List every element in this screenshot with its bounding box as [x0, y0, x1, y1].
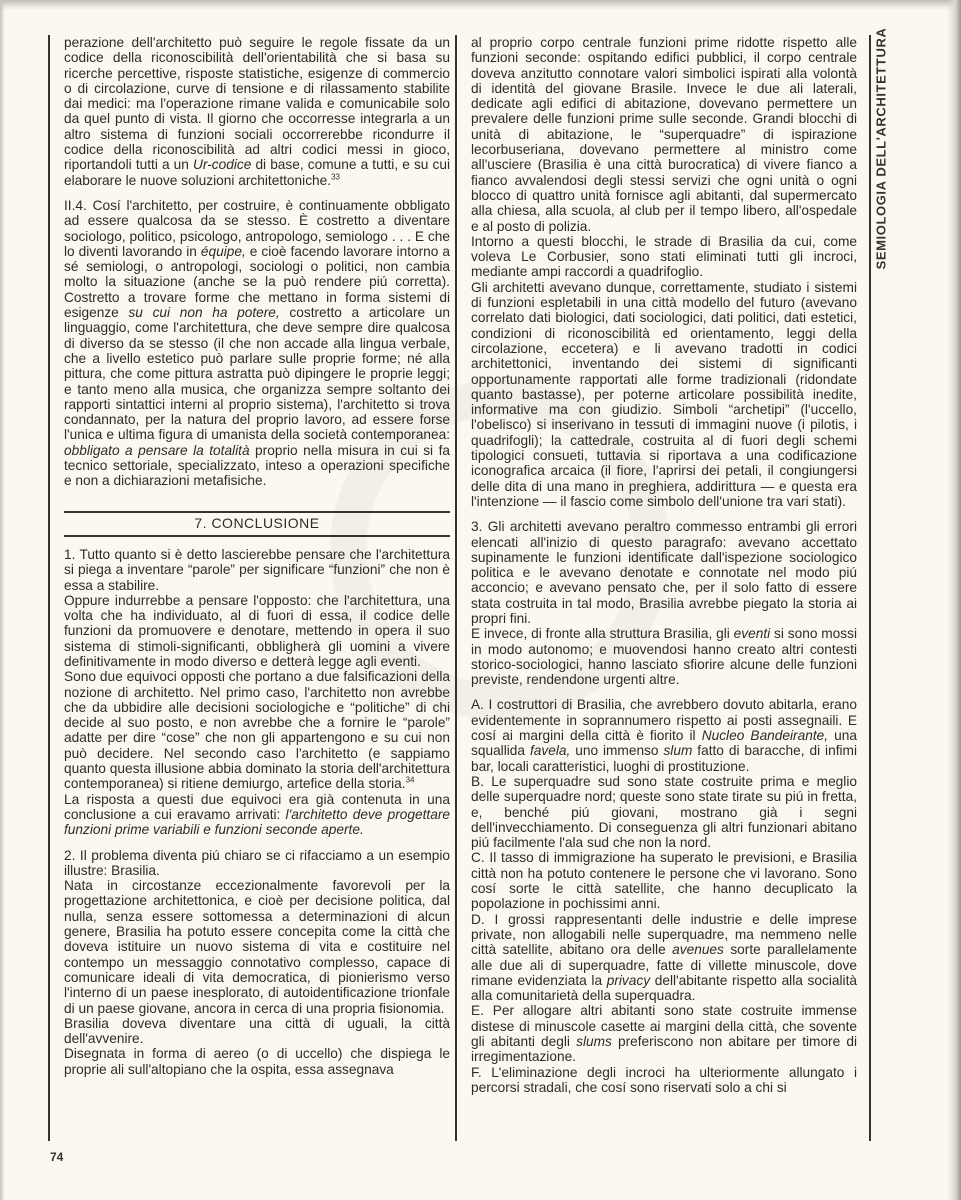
paragraph: Gli architetti avevano dunque, correttamente, studiato i sistemi di funzioni espletabili in una città modello del futuro (avevano correlato dati biologici, dati sociologici, dati politici, dati estetici, condizioni di riconoscibilità ed orientamento, leggi della circolazione, eccetera) e li avevano tradotti in codici architettonici, inventando dei sistemi di significanti opportunamente rapportati alle forme tradizionali (ridondate quanto bastasse), per poterne articolare possibilità inedite, informative ma con giudizio. Simboli “archetipi” (l'uccello, l'obelisco) si inserivano in tessuti di immagini nuove (i pilotis, i quadrifogli); la cattedrale, costruita al di fuori degli schemi tipologici consueti, tuttavia si riportava a una codificazione iconografica arcaica (il fiore, l'aprirsi dei petali, il congiungersi delle dita di una mano in preghiera, addirittura — e questa era l'intenzione — il fascio come simbolo dell'unione tra vari stati).: [471, 279, 857, 509]
paragraph: Brasilia doveva diventare una città di uguali, la città dell'avvenire.: [64, 1015, 450, 1047]
paragraph: Intorno a questi blocchi, le strade di Brasilia da cui, come voleva Le Corbusier, sono stati eliminati tutti gli incroci, mediante ampi raccordi a quadrifoglio.: [471, 233, 857, 280]
paragraph: La risposta a questi due equivoci era già contenuta in una conclusione a cui eravamo arrivati: l'architetto deve progettare funzioni prime variabili e funzioni seconde aperte.: [64, 791, 450, 838]
paragraph: Disegnata in forma di aereo (o di uccello) che dispiega le proprie ali sull'altopiano che la ospita, essa assegnava: [64, 1046, 450, 1077]
page-number: 74: [50, 1150, 64, 1164]
paragraph: Nata in circostanze eccezionalmente favorevoli per la progettazione architettonica, e cioè per decisione politica, dal nulla, senza essere sottomessa a determinazioni di alcun genere, Brasilia ha potuto essere concepita come la città che doveva istituire un nuovo sistema di vita e costituire nel contempo un messaggio connotativo complesso, capace di comunicare ideali di vita democratica, di pionierismo verso l'interno di un paese inesplorato, di autoidentificazione trionfale di un paese giovane, ancora in cerca di una propria fisionomia.: [64, 878, 450, 1016]
paragraph: A. I costruttori di Brasilia, che avrebbero dovuto abitarla, erano evidentemente in soprannumero rispetto ai posti assegnaili. E cosí ai margini della città è fiorito il Nucleo Bandeirante, una squallida favela, uno immenso slum fatto di baracche, di infimi bar, locali caratteristici, luoghi di prostituzione.: [471, 697, 858, 774]
paragraph: al proprio corpo centrale funzioni prime ridotte rispetto alle funzioni seconde: ospitando edifici pubblici, il corpo centrale doveva anzitutto connotare valori simbolici ispirati alla volontà di identità del giovane Brasile. Invece le due ali laterali, dedicate agli edifici di abitazione, dovevano permettere un prevalere delle funzioni prime sulle seconde. Grandi blocchi di unità di abitazione, le “superquadre” di ispirazione lecorbuseriana, dovevano permettere al ministro come all'usciere (Brasilia è una città burocratica) di vivere fianco a fianco avvalendosi degli stessi servizi che ogni unità o ogni blocco di quattro unità fornisce agli abitanti, dal supermercato alla chiesa, alla scuola, al club per il tempo libero, all'ospedale e al posto di polizia.: [471, 35, 857, 234]
paragraph: B. Le superquadre sud sono state costruite prima e meglio delle superquadre nord; queste sono state tirate su piú in fretta, e, benché piú giovani, mostrano già i segni dell'invecchiamento. Di conseguenza gli altri funzionari abitano piú facilmente l'ala sud che non la nord.: [471, 773, 857, 851]
paragraph: C. Il tasso di immigrazione ha superato le previsioni, e Brasilia città non ha potuto contenere le persone che vi lavorano. Sono cosí sorte le città satellite, che hanno decuplicato la popolazione in pochissimi anni.: [471, 850, 857, 912]
page-edge-left: [0, 0, 5, 1200]
footnote-ref: 34: [405, 775, 415, 785]
paragraph: E invece, di fronte alla struttura Brasilia, gli eventi si sono mossi in modo autonomo; e muovendosi hanno creato altri contesti storico-sociologici, hanno lasciato sfiorire alcune delle funzioni previste, rendendone urgenti altre.: [471, 626, 857, 688]
page-edge-right: [947, 0, 961, 1200]
paragraph: 2. Il problema diventa piú chiaro se ci rifacciamo a un esempio illustre: Brasilia.: [64, 847, 450, 878]
section-heading: 7. CONCLUSIONE: [64, 511, 450, 537]
paragraph: E. Per allogare altri abitanti sono state costruite immense distese di minuscole casette ai margini della città, che sovente gli abitanti degli slums preferiscono non abitare per timore di irregimentazione.: [471, 1003, 857, 1065]
left-column: [48, 35, 450, 1141]
paragraph: perazione dell'architetto può seguire le regole fissate da un codice della riconoscibilità dell'orientabilità che si basa su ricerche percettive, risposte statistiche, esigenze di commercio o di circolazione, curve di tensione e di rilassamento stabilite dai medici: ma l'operazione rimane valida e comunicabile solo da quel punto di vista. Il giorno che occorresse integrarla a un altro sistema di funzioni sociali occorrerebbe ricondurre il codice della riconoscibilità ad altri codici messi in gioco, riportandoli tutti a un Ur-codice di base, comune a tutti, e su cui elaborare le nuove soluzioni architettoniche.$^{33}$: [64, 35, 451, 188]
paragraph: Sono due equivoci opposti che portano a due falsificazioni della nozione di architetto. Nel primo caso, l'architetto non avrebbe che da ubbidire alle decisioni sociologiche e “politiche” di chi decide al suo posto, e non avrebbe che a fornire le “parole” adatte per dire “cose” che non gli appartengono e su cui non può decidere. Nel secondo caso l'architetto (e sappiamo quanto questa illusione abbia dominato la storia dell'architettura contemporanea) si ritiene demiurgo, artefice della storia.$^{34}$: [64, 669, 450, 792]
paragraph: Oppure indurrebbe a pensare l'opposto: che l'architettura, una volta che ha individuato, al di fuori di essa, il codice delle funzioni da promuovere e denotare, mettendo in opera il suo sistema di stimoli-significanti, obbligherà gli uomini a vivere definitivamente in modo diverso e detterà legge agli eventi.: [64, 592, 450, 669]
paragraph: D. I grossi rappresentanti delle industrie e delle imprese private, non allogabili nelle superquadre, ma nemmeno nelle città satellite, abitano ora delle avenues sorte parallelamente alle due ali di superquadre, fatte di villette minuscole, dove rimane evidenziata la privacy dell'abitante rispetto alla socialità alla comunitarietà della superquadra.: [471, 911, 857, 1004]
paragraph: 3. Gli architetti avevano peraltro commesso entrambi gli errori elencati all'inizio di questo paragrafo: avevano accettato supinamente le funzioni identificate dall'ispezione sociologico politica e le avevano denotate e connotate nel modo piú acconcio; e avevano pensato che, per il solo fatto di essere stata costruita in tal modo, Brasilia avrebbe piegato la storia ai propri fini.: [471, 519, 857, 626]
paragraph: 1. Tutto quanto si è detto lascierebbe pensare che l'architettura si piega a inventare “parole” per significare “funzioni” che non è essa a stabilire.: [64, 546, 450, 593]
right-column: [455, 35, 871, 1141]
running-header: [870, 28, 892, 268]
running-header-text: SEMIOLOGIA DELL'ARCHITETTURA: [873, 27, 889, 269]
paragraph: II.4. Cosí l'architetto, per costruire, è continuamente obbligato ad essere qualcosa da se stesso. È costretto a diventare sociologo, politico, psicologo, antropologo, semiologo . . . E che lo diventi lavorando in équipe, e cioè facendo lavorare intorno a sé semiologi, o antropologi, sociologi o politici, non cambia molto la situazione (anche se la può rendere piú corretta). Costretto a trovare forme che mettano in forma sistemi di esigenze su cui non ha potere, costretto a articolare un linguaggio, come l'architettura, che deve sempre dire qualcosa di diverso da se stesso (il che non accade alla lingua verbale, che a livello estetico può parlare sulle proprie forme; né alla pittura, che come pittura astratta può dipingere le proprie leggi; e tanto meno alla musica, che organizza sempre soltanto dei rapporti sintattici interni al proprio sistema), l'architetto si trova condannato, per la natura del proprio lavoro, ad essere forse l'unica e ultima figura di umanista della società contemporanea: obbligato a pensare la totalità proprio nella misura in cui si fa tecnico settoriale, specializzato, inteso a operazioni specifiche e non a dichiarazioni metafisiche.: [64, 197, 450, 489]
footnote-ref: 33: [331, 172, 340, 182]
paragraph: F. L'eliminazione degli incroci ha ulteriormente allungato i percorsi stradali, che cosí sono riservati solo a chi si: [471, 1064, 857, 1095]
page-edge-top: [0, 0, 961, 10]
